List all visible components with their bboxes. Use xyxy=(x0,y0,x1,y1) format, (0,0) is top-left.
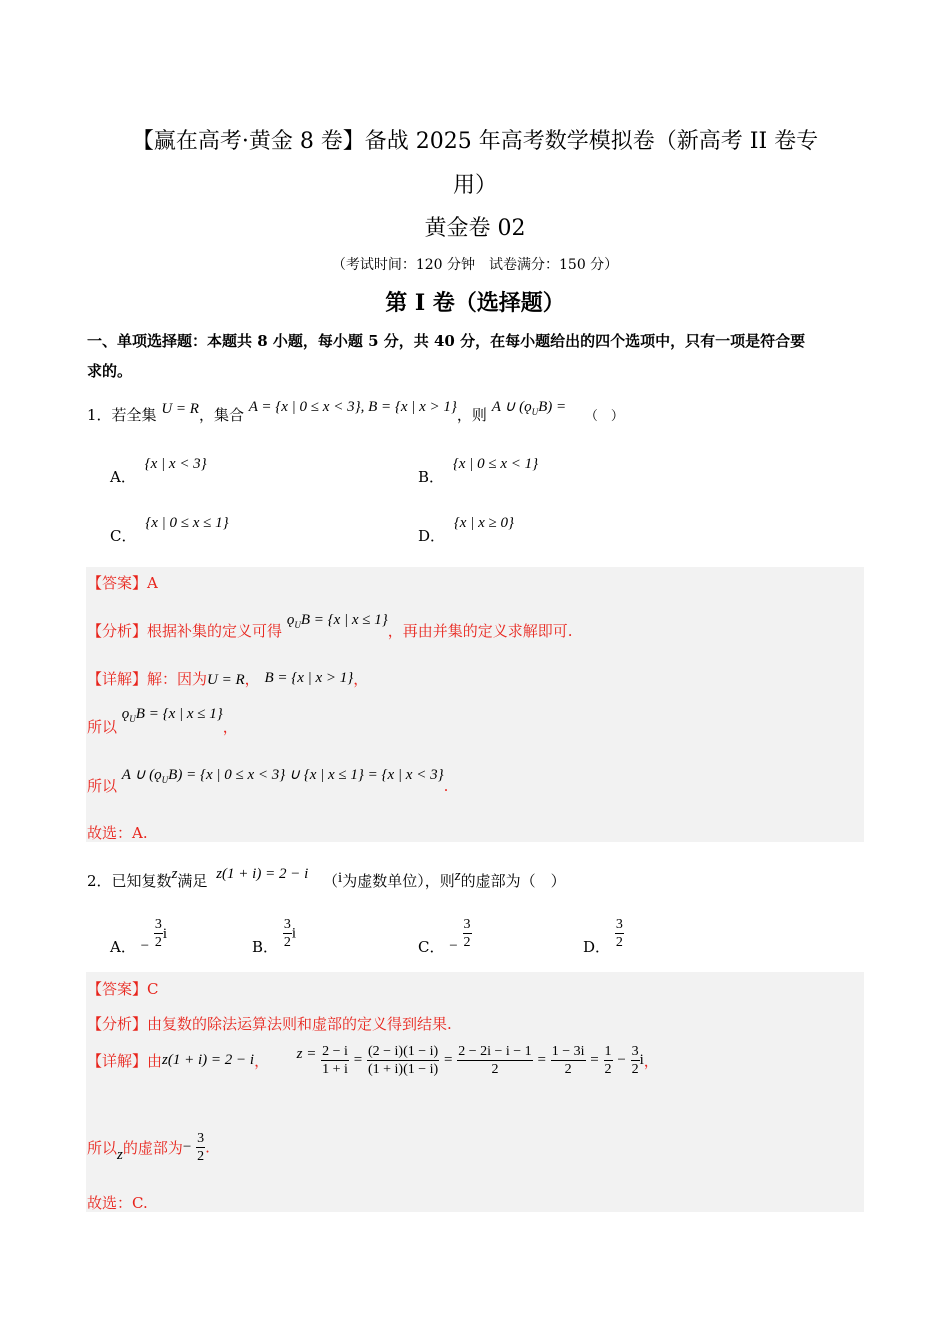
option-a xyxy=(110,456,207,487)
detail-line: 【详解】由z(1 + i) = 2 − i， z = $\frac{2 - i}{1 + i}$ = $\frac{(2 - i)(1 - i)}{(1 + i)(1 - i)}$ = $\frac{2 - 2i - i - 1}{2}$ = $\frac{1 - 3i}{2}$ = $\frac{1}{2}$ − $\frac{3}{2}$ i， xyxy=(87,1044,659,1077)
analysis-label: 【分析】 xyxy=(87,622,148,640)
detail-line: 【详解】解：因为U = R， B = {x | x > 1}， xyxy=(87,670,369,688)
given-equation: z(1 + i) = 2 − i xyxy=(216,866,309,882)
option-b: B． $\frac{3}{2}$ i xyxy=(252,917,296,956)
option-d: D． $\frac{3}{2}$ xyxy=(583,917,623,956)
stem-text: ，集合 xyxy=(198,406,244,424)
fraction-step-2: $\frac{(2 - i)(1 - i)}{(1 + i)(1 - i)}$ xyxy=(367,1044,439,1077)
fraction-step-1: $\frac{2 - i}{1 + i}$ xyxy=(322,1044,348,1077)
section-title: 第 I 卷（选择题） xyxy=(385,290,565,316)
question-1-stem xyxy=(87,399,624,426)
option-fraction: $\frac{3}{2}$ xyxy=(463,917,471,950)
answer-line: 【答案】C xyxy=(87,980,159,998)
option-value: {x | x < 3} xyxy=(144,456,207,472)
option-value: {x | 0 ≤ x < 1} xyxy=(452,456,539,472)
option-c xyxy=(110,515,229,546)
choice-line: 故选：C. xyxy=(87,1194,148,1212)
choice-line: 故选：A. xyxy=(87,824,148,842)
answer-paren: （ ） xyxy=(584,409,624,424)
so-line: 所以z的虚部为− $\frac{3}{2}$ . xyxy=(87,1131,210,1164)
question-number: 1． xyxy=(87,406,112,424)
section-instructions-line1: 一、单项选择题：本题共 8 小题，每小题 5 分，共 40 分，在每小题给出的四个选项中，只有一项是符合要 xyxy=(87,332,806,350)
so-line-2: 所以 A ∪ $(ǫ_UB) = \{x$ | 0 ≤ x < 3} ∪ {x | x ≤ 1} = {x | x < 3}. xyxy=(87,767,449,795)
analysis-line: 【分析】由复数的除法运算法则和虚部的定义得到结果. xyxy=(87,1015,452,1033)
option-label: D． xyxy=(418,527,446,545)
option-fraction: $\frac{3}{2}$ xyxy=(615,917,623,950)
target-expression: A ∪ $(ǫ_UB)$ = xyxy=(491,399,567,417)
option-fraction: $\frac{3}{2}$ xyxy=(283,917,291,950)
option-label: A． xyxy=(110,468,136,486)
answer-line: 【答案】A xyxy=(87,574,158,592)
so-line-1: 所以 $ǫ_UB = \{x$ | x ≤ 1}， xyxy=(87,706,238,736)
option-d xyxy=(418,515,514,546)
stem-text: 若全集 xyxy=(111,406,157,424)
option-c: C． − $\frac{3}{2}$ xyxy=(418,917,471,956)
section-instructions-line2: 求的。 xyxy=(87,362,133,380)
option-b xyxy=(418,456,539,487)
option-label: C． xyxy=(110,527,137,545)
fraction-step-5: $\frac{1}{2}$ xyxy=(604,1044,612,1077)
fraction-step-3: $\frac{2 - 2i - i - 1}{2}$ xyxy=(458,1044,532,1077)
option-value: {x | 0 ≤ x ≤ 1} xyxy=(145,515,229,531)
analysis-label: 【分析】 xyxy=(87,1015,148,1033)
detail-label: 【详解】 xyxy=(87,670,148,688)
imaginary-part-fraction: $\frac{3}{2}$ xyxy=(197,1131,205,1164)
option-value: {x | x ≥ 0} xyxy=(453,515,514,531)
solution-panel-2 xyxy=(86,972,864,1212)
document-subtitle: 黄金卷 02 xyxy=(424,216,526,241)
question-number: 2． xyxy=(87,872,112,890)
set-definitions: A = {x | 0 ≤ x < 3}, B = {x | x > 1} xyxy=(248,399,457,415)
detail-label: 【详解】 xyxy=(87,1052,148,1070)
fraction-step-6: $\frac{3}{2}$ xyxy=(631,1044,639,1077)
analysis-expression: $ǫ_UB = \{x$ | x ≤ 1} xyxy=(286,612,388,630)
analysis-line: 【分析】根据补集的定义可得 $ǫ_UB = \{x$ | x ≤ 1}，再由并集的定义求解即可. xyxy=(87,612,573,640)
option-label: B． xyxy=(418,468,445,486)
fraction-step-4: $\frac{1 - 3i}{2}$ xyxy=(551,1044,585,1077)
option-a: A． − $\frac{3}{2}$ i xyxy=(110,917,168,956)
solution-panel-1 xyxy=(86,567,864,842)
option-fraction: $\frac{3}{2}$ xyxy=(154,917,162,950)
stem-text: ，则 xyxy=(456,406,487,424)
question-2-stem: 2．已知复数z满足 z(1 + i) = 2 − i （i为虚数单位），则z的虚部为（ ） xyxy=(87,866,566,890)
document-title-line2: 用） xyxy=(452,173,497,198)
universal-set: U = R xyxy=(161,401,199,417)
document-title-line1: 【赢在高考·黄金 8 卷】备战 2025 年高考数学模拟卷（新高考 II 卷专 xyxy=(131,129,819,154)
exam-info: （考试时间：120 分钟 试卷满分：150 分） xyxy=(331,257,619,273)
